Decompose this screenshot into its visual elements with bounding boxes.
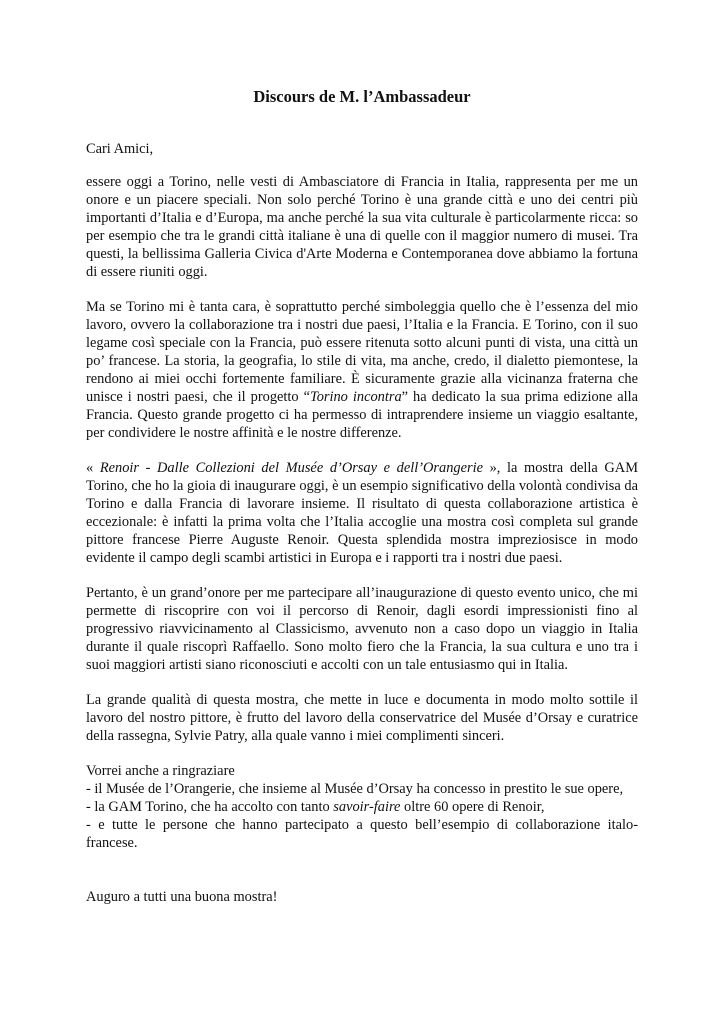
paragraph-3	[86, 459, 638, 567]
paragraph-2	[86, 298, 638, 442]
savoir-faire-italic: savoir-faire	[333, 799, 401, 815]
paragraph-2-text-b: ” ha dedicato la sua prima edizione alla Francia. Questo grande progetto ci ha permesso di intraprendere insieme un viaggio esaltante, per condividere le nostre affinità e le nostre differenze.	[86, 389, 639, 441]
paragraph-3-text-b: », la mostra della GAM Torino, che ho la gioia di inaugurare oggi, è un esempio significativo della volontà condivisa da Torino e dalla Francia di lavorare insieme. Il risultato di questa collaborazione artistica è eccezionale: è infatti la prima volta che l’Italia accoglie una mostra così completa sul grande pittore francese Pierre Auguste Renoir. Questa splendida mostra impreziosisce in modo evidente il campo degli scambi artistici in Europa e i rapporti tra i nostri due paesi.	[86, 460, 638, 566]
thanks-intro: Vorrei anche a ringraziare	[86, 763, 235, 779]
thanks-item-gam	[86, 798, 638, 816]
thanks-item-orangerie: - il Musée de l’Orangerie, che insieme al Musée d’Orsay ha concesso in prestito le sue opere,	[86, 781, 624, 797]
paragraph-3-text-a: «	[86, 460, 100, 476]
document-title: Discours de M. l’Ambassadeur	[253, 87, 471, 106]
exhibition-title-italic: Renoir - Dalle Collezioni del Musée d’Orsay e dell’Orangerie	[99, 460, 483, 476]
thanks-item-gam-text-b: oltre 60 opere di Renoir,	[400, 799, 545, 815]
thanks-item-gam-text-a: - la GAM Torino, che ha accolto con tanto	[86, 799, 334, 815]
paragraph-1: essere oggi a Torino, nelle vesti di Ambasciatore di Francia in Italia, rappresenta per me un onore e un piacere speciali. Non solo perché Torino è una grande città e uno dei centri più importanti d’Italia e d’Europa, ma anche perché la sua vita culturale è particolarmente ricca: so per esempio che tra le grandi città italiane è una di quelle con il maggior numero di musei. Tra questi, la bellissima Galleria Civica d'Arte Moderna e Contemporanea dove abbiamo la fortuna di essere riuniti oggi.	[86, 174, 638, 280]
paragraph-2-text-a: Ma se Torino mi è tanta cara, è soprattutto perché simboleggia quello che è l’essenza del mio lavoro, ovvero la collaborazione tra i nostri due paesi, l’Italia e la Francia. E Torino, con il suo legame così speciale con la Francia, può essere ritenuta sotto alcuni punti di vista, una città un po’ francese. La storia, la geografia, lo stile di vita, ma anche, credo, il dialetto piemontese, la rendono ai miei occhi fortemente familiare. È sicuramente grazie alla vicinanza fraterna che unisce i nostri paesi, che il progetto “	[86, 299, 638, 405]
salutation: Cari Amici,	[86, 141, 154, 157]
paragraph-4: Pertanto, è un grand’onore per me partecipare all’inaugurazione di questo evento unico, che mi permette di riscoprire con voi il percorso di Renoir, dagli esordi impressionisti fino al progressivo riavvicinamento al Classicismo, avvenuto non a caso dopo un viaggio in Italia durante il quale riscoprì Raffaello. Sono molto fiero che la Francia, la sua cultura e uno tra i suoi maggiori artisti siano riconosciuti e accolti con un tale entusiasmo qui in Italia.	[86, 585, 638, 673]
paragraph-5: La grande qualità di questa mostra, che mette in luce e documenta in modo molto sottile il lavoro del nostro pittore, è frutto del lavoro della conservatrice del Musée d’Orsay e curatrice della rassegna, Sylvie Patry, alla quale vanno i miei complimenti sinceri.	[86, 692, 638, 744]
project-name-italic: Torino incontra	[310, 389, 402, 405]
thanks-item-people: - e tutte le persone che hanno partecipato a questo bell’esempio di collaborazione italo-francese.	[86, 817, 638, 851]
closing-line: Auguro a tutti una buona mostra!	[86, 889, 278, 905]
document-body	[86, 140, 638, 906]
